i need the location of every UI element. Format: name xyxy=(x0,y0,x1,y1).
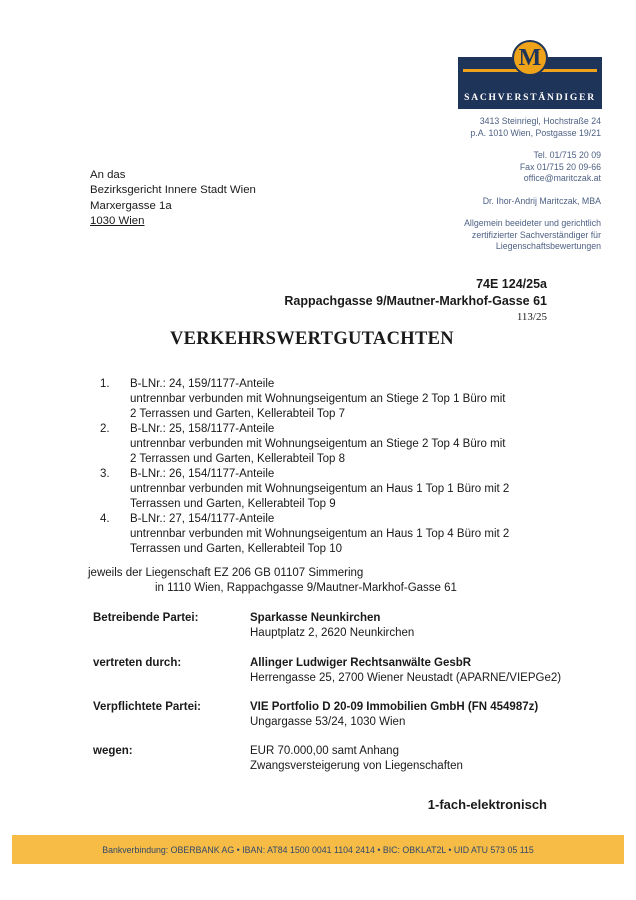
list-item xyxy=(100,467,570,512)
property-ref-line1: jeweils der Liegenschaft EZ 206 GB 01107 Simmering xyxy=(88,567,364,579)
list-item-line: untrennbar verbunden mit Wohnungseigentum an Haus 1 Top 1 Büro mit 2 xyxy=(130,483,510,495)
party-address: Hauptplatz 2, 2620 Neunkirchen xyxy=(250,627,415,639)
list-item-number: 1. xyxy=(100,378,110,390)
list-item-line: 2 Terrassen und Garten, Kellerabteil Top 7 xyxy=(130,408,346,420)
list-item xyxy=(100,422,570,467)
logo-monogram: M xyxy=(518,45,542,71)
list-item xyxy=(100,512,570,557)
contact-address-line1: 3413 Steinriegl, Hochstraße 24 xyxy=(479,116,601,126)
list-item-number: 4. xyxy=(100,513,110,525)
recipient-address xyxy=(90,168,256,229)
party-row-verpflichtete xyxy=(93,700,563,730)
property-ref-line2: in 1110 Wien, Rappachgasse 9/Mautner-Markhof-Gasse 61 xyxy=(155,582,457,594)
list-item-text xyxy=(130,467,570,512)
contact-phone-group xyxy=(464,150,601,185)
party-address: Ungargasse 53/24, 1030 Wien xyxy=(250,716,406,728)
contact-email: office@maritczak.at xyxy=(523,173,601,183)
footer-bank-text: Bankverbindung: OBERBANK AG • IBAN: AT84 1500 0041 1104 2414 • BIC: OBKLAT2L • UID ATU 573 05 115 xyxy=(102,844,534,855)
party-row-betreibende xyxy=(93,611,563,641)
contact-name-group xyxy=(464,196,601,208)
list-item-line: Terrassen und Garten, Kellerabteil Top 9 xyxy=(130,498,336,510)
contact-person-name: Dr. Ihor-Andrij Maritczak, MBA xyxy=(482,195,601,206)
recipient-line3: Marxergasse 1a xyxy=(90,199,172,212)
case-property-address: Rappachgasse 9/Mautner-Markhof-Gasse 61 xyxy=(284,294,547,308)
logo-brand-text: SACHVERSTÄNDIGER xyxy=(464,93,596,103)
recipient-line1: An das xyxy=(90,169,126,181)
list-item-line: 2 Terrassen und Garten, Kellerabteil Top 8 xyxy=(130,453,346,465)
party-name: VIE Portfolio D 20-09 Immobilien GmbH (FN 454987z) xyxy=(250,701,539,713)
list-item-number: 2. xyxy=(100,423,110,435)
party-label: Verpflichtete Partei: xyxy=(93,701,202,713)
list-item xyxy=(100,377,570,422)
party-value xyxy=(250,656,563,686)
case-page-ref: 113/25 xyxy=(516,311,547,323)
lot-list xyxy=(100,377,570,557)
list-item-line: untrennbar verbunden mit Wohnungseigentum an Stiege 2 Top 1 Büro mit xyxy=(130,393,506,405)
claim-amount: EUR 70.000,00 samt Anhang xyxy=(250,745,399,757)
list-item-text xyxy=(130,377,570,422)
property-reference xyxy=(88,566,457,596)
party-value xyxy=(250,744,563,774)
party-value xyxy=(250,700,563,730)
contact-tel: Tel. 01/715 20 09 xyxy=(533,150,601,160)
logo-monogram-circle-icon xyxy=(512,40,548,76)
case-number: 74E 124/25a xyxy=(476,277,547,291)
party-value xyxy=(250,611,563,641)
footer-bank-bar xyxy=(12,835,624,864)
contact-cert-line1: Allgemein beeideter und gerichtlich xyxy=(464,218,601,228)
list-item-line: untrennbar verbunden mit Wohnungseigentum an Haus 1 Top 4 Büro mit 2 xyxy=(130,528,510,540)
party-name: Sparkasse Neunkirchen xyxy=(250,612,381,624)
list-item-number: 3. xyxy=(100,468,110,480)
party-row-vertreten xyxy=(93,656,563,686)
company-logo xyxy=(458,40,602,110)
document-title: VERKEHRSWERTGUTACHTEN xyxy=(170,329,454,349)
contact-cert-line3: Liegenschaftsbewertungen xyxy=(495,241,601,251)
contact-fax: Fax 01/715 20 09-66 xyxy=(519,161,601,172)
list-item-text xyxy=(130,512,570,557)
contact-cert-line2: zertifizierter Sachverständiger für xyxy=(471,229,601,240)
contact-certification-group xyxy=(464,218,601,253)
party-address: Herrengasse 25, 2700 Wiener Neustadt (APARNE/VIEPGe2) xyxy=(250,672,562,684)
list-item-line: B-LNr.: 25, 158/1177-Anteile xyxy=(130,423,275,435)
party-label: wegen: xyxy=(93,745,133,757)
delivery-note: 1-fach-elektronisch xyxy=(427,797,547,812)
list-item-line: Terrassen und Garten, Kellerabteil Top 10 xyxy=(130,543,343,555)
party-name: Allinger Ludwiger Rechtsanwälte GesbR xyxy=(250,657,472,669)
party-row-wegen xyxy=(93,744,563,774)
list-item-line: B-LNr.: 27, 154/1177-Anteile xyxy=(130,513,275,525)
recipient-line2: Bezirksgericht Innere Stadt Wien xyxy=(90,184,256,197)
contact-block xyxy=(464,116,601,264)
party-label: vertreten durch: xyxy=(93,657,182,669)
list-item-line: untrennbar verbunden mit Wohnungseigentum an Stiege 2 Top 4 Büro mit xyxy=(130,438,506,450)
contact-address-line2: p.A. 1010 Wien, Postgasse 19/21 xyxy=(470,127,601,138)
party-label: Betreibende Partei: xyxy=(93,612,199,624)
list-item-line: B-LNr.: 24, 159/1177-Anteile xyxy=(130,378,275,390)
contact-address-group xyxy=(464,116,601,139)
list-item-line: B-LNr.: 26, 154/1177-Anteile xyxy=(130,468,275,480)
recipient-line4: 1030 Wien xyxy=(90,214,145,227)
claim-type: Zwangsversteigerung von Liegenschaften xyxy=(250,760,463,772)
list-item-text xyxy=(130,422,570,467)
case-reference xyxy=(284,276,547,325)
